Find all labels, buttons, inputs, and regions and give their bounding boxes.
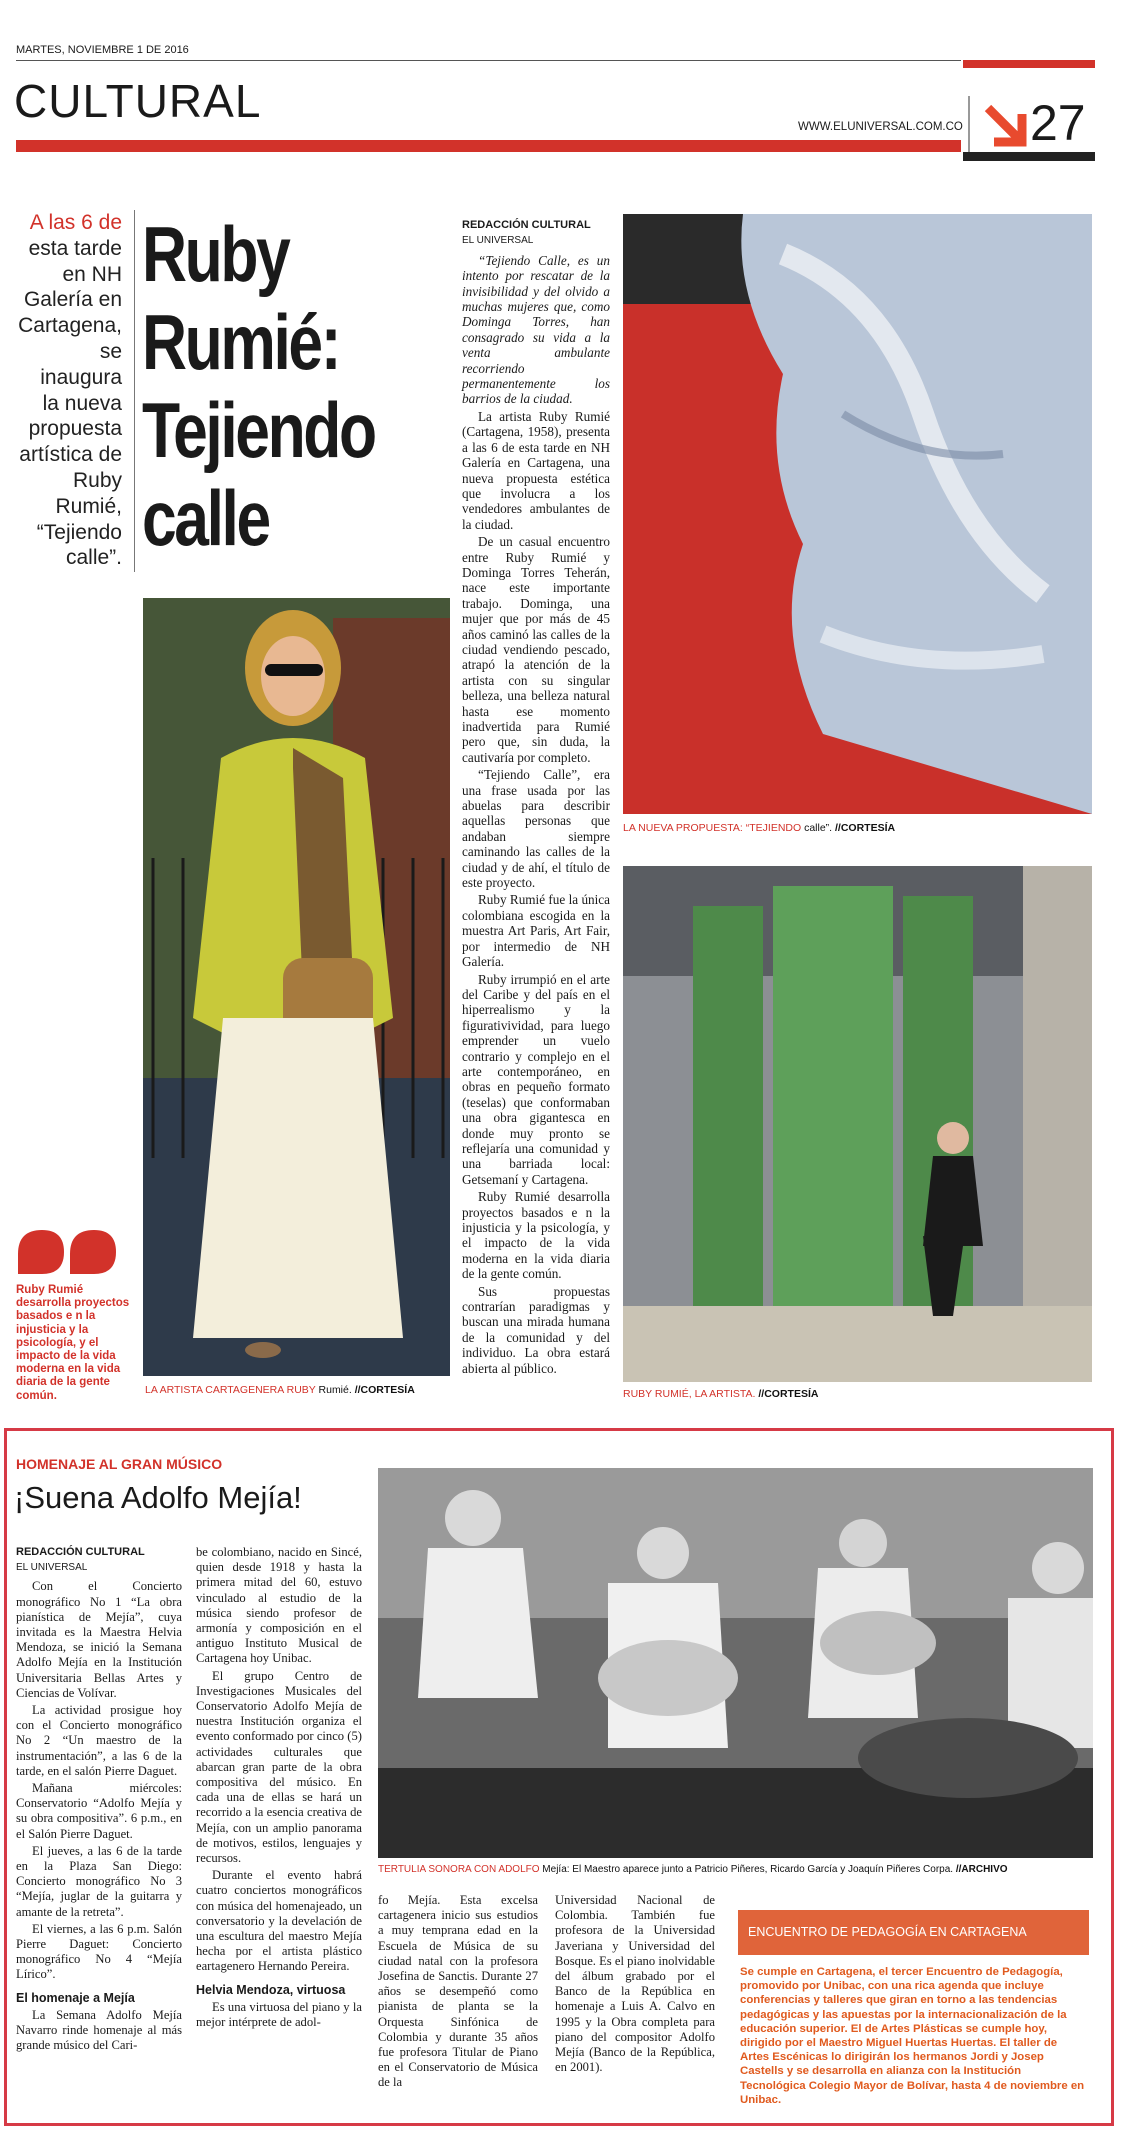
sidebar-body: Se cumple en Cartagena, el tercer Encuentro de Pedagogía, promovido por Unibac, con una rica agenda que incluye conferencias y talleres que giran en torno a las tendencias pedagógicas y las apuestas por la internacionalización de la educación superior. El de Artes Plásticas se cumple hoy, dirigido por el Maestro Miguel Huertas Huertas. El taller de Artes Escénicas lo dirigirán los hermanos Jordi y Josep Castells y se desarrolla en alianza con la Institución Tecnológica Colegio Mayor de Bolívar, hasta 4 de noviembre en Unibac. bbox=[740, 1966, 1085, 2106]
body-paragraph: Ruby Rumié desarrolla proyectos basados e n la injusticia y la psicología, y el impacto de la vida moderna en la vida diaria de la gente común. bbox=[462, 1189, 610, 1282]
fabric-photo bbox=[623, 214, 1092, 814]
body-paragraph: El grupo Centro de Investigaciones Musicales del Conservatorio Adolfo Mejía de nuestra Institución organiza el evento conformado por cinco (5) actividades culturales que abarcan gran parte de la obra compositiva del músico. En cada una de ellas se hará un recorrido a la esencia creativa de Mejía, con un amplio panorama de motivos, estilos, lenguajes y recursos. bbox=[196, 1668, 362, 1866]
body-paragraph: Con el Concierto monográfico No 1 “La obra pianística de Mejía”, cuya invitada es la Maestra Helvia Mendoza, se inició la Semana Adolfo Mejía en la Institución Universitaria Bellas Artes y Ciencias de Volívar. bbox=[16, 1579, 182, 1700]
feature-body bbox=[462, 218, 610, 1378]
body-paragraph: Durante el evento habrá cuatro conciertos monográficos con música del homenajeado, un conversatorio y la develación de una escultura del maestro Mejía hecha por el artista plástico eartagenero Hernando Pereira. bbox=[196, 1868, 362, 1974]
deck-line: Galería en bbox=[23, 288, 122, 312]
body-paragraph: Ruby Rumié fue la única colombiana escogida en la muestra Art Paris, Art Fair, por intermedio de NH Galería. bbox=[462, 892, 610, 970]
quote-mark-icon bbox=[16, 1228, 118, 1281]
caption-red: LA ARTISTA CARTAGENERA RUBY bbox=[145, 1384, 319, 1396]
headline-line: Tejiendo bbox=[142, 386, 375, 474]
feature-deck bbox=[14, 210, 122, 571]
body-paragraph: Es una virtuosa del piano y la mejor intérprete de adol- bbox=[196, 1999, 362, 2030]
tribute-col-1 bbox=[16, 1545, 182, 2056]
deck-line: “Tejiendo bbox=[36, 520, 122, 544]
page-number: 27 bbox=[1030, 95, 1086, 151]
portrait-photo bbox=[143, 598, 450, 1376]
caption-red: RUBY RUMIÉ, LA ARTISTA. bbox=[623, 1388, 756, 1400]
body-paragraph: “Tejiendo Calle”, era una frase usada por las abuelas para describir aquellas personas que andaban siempre caminando las calles de la ciudad y de ahí, el título de este proyecto. bbox=[462, 767, 610, 891]
caption-black: calle”. bbox=[804, 822, 833, 834]
deck-line: A las 6 de bbox=[29, 211, 122, 234]
header-rule-top bbox=[16, 60, 961, 61]
deck-divider bbox=[134, 210, 135, 572]
headline-line: Rumié: bbox=[142, 298, 340, 386]
tribute-col-4 bbox=[555, 1893, 715, 2077]
body-paragraph: La artista Ruby Rumié (Cartagena, 1958), presenta a las 6 de esta tarde en NH Galería en Cartagena, una nueva propuesta estética que involucra a los vendedores ambulantes de la ciudad. bbox=[462, 408, 610, 532]
tribute-headline: ¡Suena Adolfo Mejía! bbox=[14, 1480, 302, 1515]
deck-line: esta tarde bbox=[28, 236, 122, 260]
deck-line: se bbox=[99, 339, 122, 363]
tribute-byline-sub: EL UNIVERSAL bbox=[16, 1562, 88, 1574]
caption-credit: //CORTESÍA bbox=[835, 822, 896, 834]
body-paragraph: El viernes, a las 6 p.m. Salón Pierre Daguet: Concierto monográfico No 4 “Mejía Lírico”. bbox=[16, 1921, 182, 1982]
caption-black: Rumié. bbox=[318, 1384, 352, 1396]
tribute-col-3 bbox=[378, 1893, 538, 2093]
body-paragraph: La actividad prosigue hoy con el Concierto monográfico No 2 “Un maestro de la instrumentación”, a las 6 de la tarde, en el salón Pierre Daguet. bbox=[16, 1703, 182, 1778]
body-paragraph: be colombiano, nacido en Sincé, quien desde 1918 y hasta la primera mitad del 60, estuvo vinculado al estudio de la música siendo profesor de armonía y composición en el antiguo Instituto Musical de Cartagena hoy Unibac. bbox=[196, 1545, 362, 1666]
body-paragraph: Universidad Nacional de Colombia. También fue profesora de la Universidad Javeriana y Universidad del Bosque. Es el piano inolvidable del álbum grabado por el Banco de la República en homenaje a Luis A. Calvo en 1995 y la Obra completa para piano del compositor Adolfo Mejía (Banco de la República, en 2001). bbox=[555, 1893, 715, 2075]
header-accent-top bbox=[963, 60, 1095, 68]
artist-caption bbox=[623, 1388, 818, 1400]
tribute-photo bbox=[378, 1468, 1093, 1858]
body-paragraph: Sus propuestas contrarían paradigmas y buscan una mirada humana de la comunidad y del individuo. La obra estará abierta al público. bbox=[462, 1283, 610, 1376]
sidebar-title: ENCUENTRO DE PEDAGOGÍA EN CARTAGENA bbox=[738, 1910, 1089, 1955]
feature-headline bbox=[142, 210, 457, 562]
deck-line: la nueva bbox=[42, 391, 122, 415]
deck-line: artística de bbox=[19, 443, 122, 467]
deck-line: inaugura bbox=[40, 365, 122, 389]
deck-line: en NH bbox=[62, 262, 122, 286]
body-paragraph: De un casual encuentro entre Ruby Rumié y Dominga Torres Teherán, nace este importante trabajo. Dominga, una mujer que por más de 45 años caminó las calles de la ciudad vendiendo pescado, atrapó la atención de la artista con su singular belleza, una belleza natural hasta ese momento inadvertida para Rumié pero que, sin duda, la cautivaría por completo. bbox=[462, 534, 610, 765]
caption-red: TERTULIA SONORA CON ADOLFO bbox=[378, 1864, 543, 1875]
byline: REDACCIÓN CULTURAL bbox=[462, 219, 591, 231]
body-paragraph: Mañana miércoles: Conservatorio “Adolfo Mejía y su obra compositiva”. 6 p.m., en el Salón Pierre Daguet. bbox=[16, 1781, 182, 1841]
body-paragraph: Ruby irrumpió en el arte del Caribe y del país en el hiperrealismo y la figurativividad, para luego emprender un vuelo contrario y complejo en el arte contemporáneo, en obras en pequeño formato (teselas) que conformaban una obra gigantesca en donde muy pronto se reflejaría una comunidad y una barriada local: Getsemaní y Cartagena. bbox=[462, 971, 610, 1187]
headline-line: Ruby bbox=[142, 210, 289, 298]
issue-date: MARTES, NOVIEMBRE 1 DE 2016 bbox=[16, 44, 189, 56]
caption-black: Mejía: El Maestro aparece junto a Patricio Piñeres, Ricardo García y Joaquín Piñeres Corpa. bbox=[542, 1864, 954, 1875]
subhead: Helvia Mendoza, virtuosa bbox=[196, 1982, 346, 1997]
pull-quote: Ruby Rumié desarrolla proyectos basados e n la injusticia y la psicología, y el impacto de la vida moderna en la vida diaria de la gente común. bbox=[16, 1284, 130, 1402]
subhead: El homenaje a Mejía bbox=[16, 1990, 135, 2005]
byline-sub: EL UNIVERSAL bbox=[462, 235, 534, 247]
body-paragraph: El jueves, a las 6 de la tarde en la Plaza San Diego: Concierto monográfico No 3 “Mejía, juglar de la guitarra y amante de la retreta”. bbox=[16, 1843, 182, 1919]
section-title: CULTURAL bbox=[14, 75, 262, 127]
deck-line: Ruby bbox=[72, 468, 122, 492]
caption-credit: //CORTESÍA bbox=[758, 1388, 819, 1400]
tribute-kicker: HOMENAJE AL GRAN MÚSICO bbox=[16, 1456, 223, 1472]
header-rule-red bbox=[16, 140, 961, 152]
artist-photo bbox=[623, 866, 1092, 1382]
deck-line: Rumié, bbox=[55, 494, 122, 518]
deck-line: Cartagena, bbox=[18, 314, 122, 338]
caption-credit: //CORTESÍA bbox=[354, 1384, 415, 1396]
headline-line: calle bbox=[142, 474, 269, 562]
intro-paragraph: “Tejiendo Calle, es un intento por rescatar de la invisibilidad y del olvido a muchas mujeres que, como Dominga Torres, han consagrado su vida a la venta ambulante recorriendo permanentemente los barrios de la ciudad. bbox=[462, 252, 610, 407]
website-url[interactable]: WWW.ELUNIVERSAL.COM.CO bbox=[798, 121, 963, 133]
deck-line: propuesta bbox=[28, 417, 122, 441]
caption-red: LA NUEVA PROPUESTA: “TEJIENDO bbox=[623, 822, 805, 834]
tribute-photo-caption bbox=[378, 1864, 1098, 1875]
tribute-byline: REDACCIÓN CULTURAL bbox=[16, 1546, 145, 1558]
header-rule-dark bbox=[963, 152, 1095, 161]
portrait-caption bbox=[145, 1384, 415, 1396]
fabric-caption bbox=[623, 822, 895, 834]
tribute-col-2 bbox=[196, 1545, 362, 2032]
deck-line: calle”. bbox=[65, 546, 122, 570]
caption-credit: //ARCHIVO bbox=[955, 1864, 1008, 1875]
page-number-box bbox=[968, 96, 1097, 156]
body-paragraph: La Semana Adolfo Mejía Navarro rinde homenaje al más grande músico del Cari- bbox=[16, 2007, 182, 2053]
body-paragraph: fo Mejía. Esta excelsa cartagenera inicio sus estudios a muy temprana edad en la Escuela de Música de su ciudad natal con la profesora Josefina de Sanctis. Durante 27 años se desempeñó como pianista de planta se la Orquesta Sinfónica de Colombia y durante 35 años fue profesora Titular de Piano en el Conservatorio de Música de la bbox=[378, 1893, 538, 2090]
arrow-down-right-icon bbox=[982, 102, 1028, 148]
